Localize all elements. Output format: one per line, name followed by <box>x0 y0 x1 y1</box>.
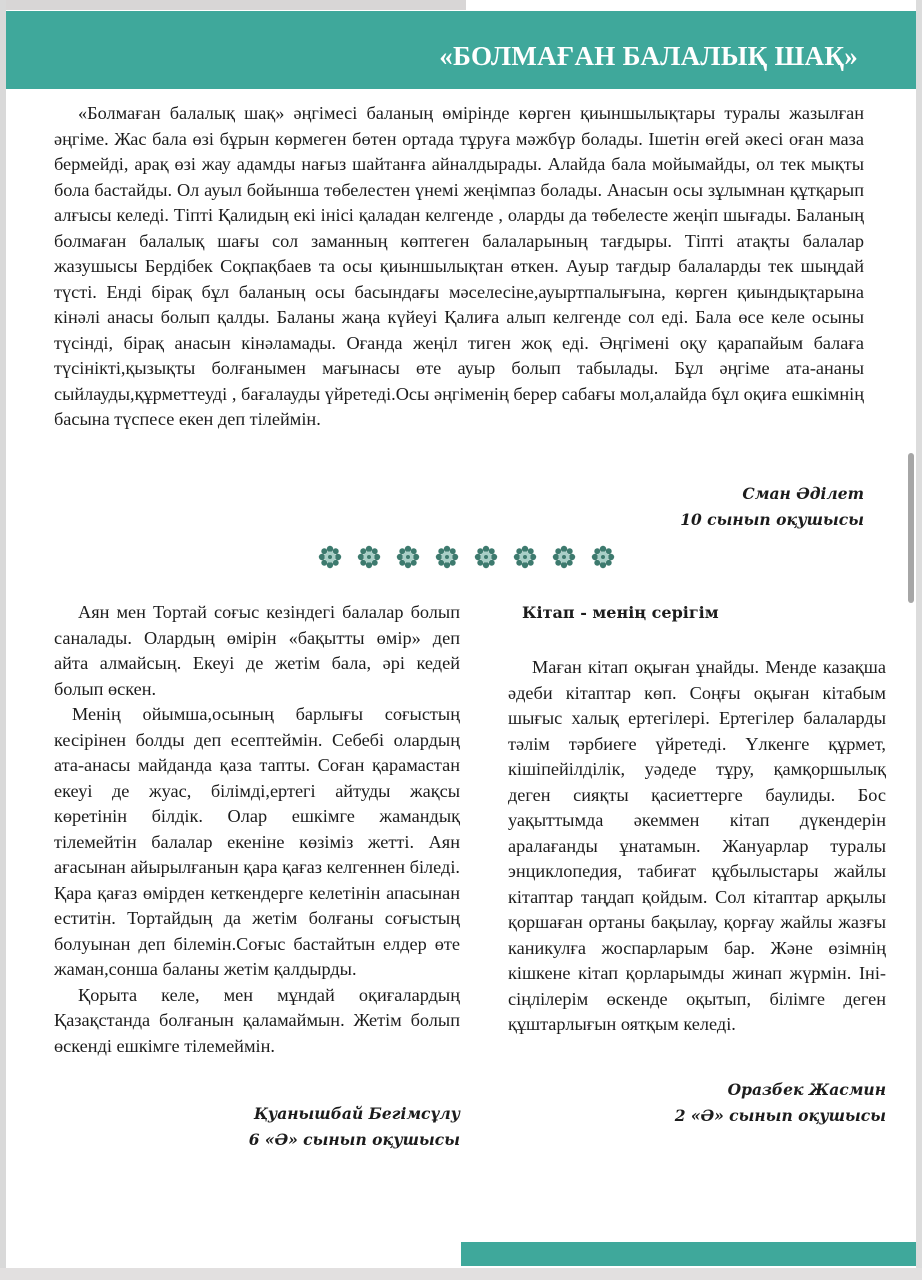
left-article-signature <box>54 1101 460 1153</box>
right-article <box>508 600 886 1038</box>
author-name: Оразбек Жасмин <box>727 1080 886 1099</box>
rosette-icon <box>552 545 576 569</box>
right-article-paragraph: Маған кітап оқыған ұнайды. Менде казақша әдеби кітаптар көп. Соңғы оқыған кітабым шығыс халық ертегілері. Ертегілер балаларды тәлім тәрбиеге үйретеді. Үлкенге құрмет, кішіпейілділік, уәдеде тұру, қамқоршылық деген сияқты қасиеттерге баулиды. Бос уақыттымда әкеммен кітап дүкендерін аралағанды ұнатамын. Жануарлар туралы энциклопедия, табиғат құбылыстары жайлы кітаптар таңдап қойдым. Сол кітаптар арқылы қоршаған ортаны бақылау, қорғау жайлы жазғы каникулға жоспарларым бар. Және өзімнің кішкене кітап қорларымды жинап жүрмін. Іні-сіңлілерім өскенде оқытып, білімге деген құштарлығын оятқым келеді. <box>508 657 886 1034</box>
rosette-icon <box>591 545 615 569</box>
author-grade: 6 «Ә» сынып оқушысы <box>248 1130 460 1149</box>
rosette-icon <box>318 545 342 569</box>
page-edge-right <box>916 0 922 1280</box>
author-grade: 2 «Ә» сынып оқушысы <box>674 1106 886 1125</box>
ornament-divider <box>318 545 615 569</box>
top-article-signature <box>680 481 864 533</box>
author-grade: 10 сынып оқушысы <box>680 510 864 529</box>
left-article <box>54 600 460 1059</box>
rosette-icon <box>474 545 498 569</box>
top-article <box>54 101 864 433</box>
vertical-scrollbar[interactable] <box>908 453 914 603</box>
page-edge-bottom <box>0 1268 922 1280</box>
left-article-paragraph-3: Қорыта келе, мен мұндай оқиғалардың Қазақстанда болғанын қаламаймын. Жетім болып өскенді ешкімге тілемеймін. <box>54 984 460 1056</box>
left-article-paragraph-1: Аян мен Тортай соғыс кезіндегі балалар болып саналады. Олардың өмірін «бақытты өмір» деп айта алмайсың. Екеуі де жетім бала, әрі кедей болып өскен. <box>54 602 460 699</box>
author-name: Қуанышбай Бегімсұлу <box>253 1104 460 1123</box>
footer-band <box>461 1242 916 1266</box>
top-article-paragraph: «Болмаған балалық шақ» әңгімесі баланың өмірінде көрген қиыншылықтары туралы жазылған әңгіме. Жас бала өзі бұрын көрмеген бөтен ортада тұруға мәжбүр болады. Ішетін өгей әкесі оған маза бермейді, арақ өзі жау адамды нағыз шайтанға айналдырады. Алайда бала мойымайды, ол тек мықты бола бастайды. Ол ауыл бойынша төбелестен үнемі жеңімпаз болады. Анасын осы зұлымнан құтқарып алғысы келеді. Тіпті Қалидың екі інісі қаладан келгенде , оларды да төбелесте жеңіп шығады. Баланың болмаған балалық шағы сол заманның көптеген балаларының тағдыры. Тіпті атақты балалар жазушысы Бердібек Соқпақбаев та осы қиыншылықтан өткен. Ауыр тағдыр балаларды тек шыңдай түсті. Енді бірақ бұл баланың осы басындағы мәселесіне,ауыртпалығына, көрген қиындықтарына кінәлі анасы болып қалды. Баланы жаңа күйеуі Қалиға алып келгенде сол еді. Бала өсе келе осыны түсінді, бірақ анасын кінәламады. Оғанда жеңіл тиген жоқ еді. Әңгімені оқу қарапайым балаға түсінікті,қызықты болғанымен мағынасы өте ауыр болып табылады. Бұл әңгіме ата-ананы сыйлауды,құрметтеуді , бағалауды үйретеді.Осы әңгіменің берер сабағы мол,алайда бұл оқиға ешкімнің басына түспесе екен деп тілеймін. <box>54 103 864 429</box>
right-article-heading: Кітап - менің серігім <box>522 603 719 622</box>
rosette-icon <box>513 545 537 569</box>
right-article-signature <box>508 1077 886 1129</box>
rosette-icon <box>396 545 420 569</box>
page-title: «БОЛМАҒАН БАЛАЛЫҚ ШАҚ» <box>439 41 858 71</box>
top-edge-strip <box>6 0 466 10</box>
author-name: Сман Әділет <box>742 484 864 503</box>
left-article-paragraph-2: Менің ойымша,осының барлығы соғыстың кесірінен болды деп есептеймін. Себебі олардың ата-анасы майданда қаза тапты. Соған қарамастан екеуі де жуас, білімді,ертегі айтуды жақсы көретінін білдік. Олар ешкімге жамандық тілемейтін балалар екеніне көзіміз жетті. Аян ағасынан айырылғанын қара қағаз келгеннен біледі. Қара қағаз өмірден кеткендерге келетінін апасынан еститін. Тортайдың да жетім болғаны соғыстың болуынан деп білемін.Соғыс бастайтын елдер өте жаман,сонша баланы жетім қалдырды. <box>54 704 460 979</box>
rosette-icon <box>357 545 381 569</box>
header-band <box>6 11 916 89</box>
rosette-icon <box>435 545 459 569</box>
document-page <box>6 0 916 1268</box>
